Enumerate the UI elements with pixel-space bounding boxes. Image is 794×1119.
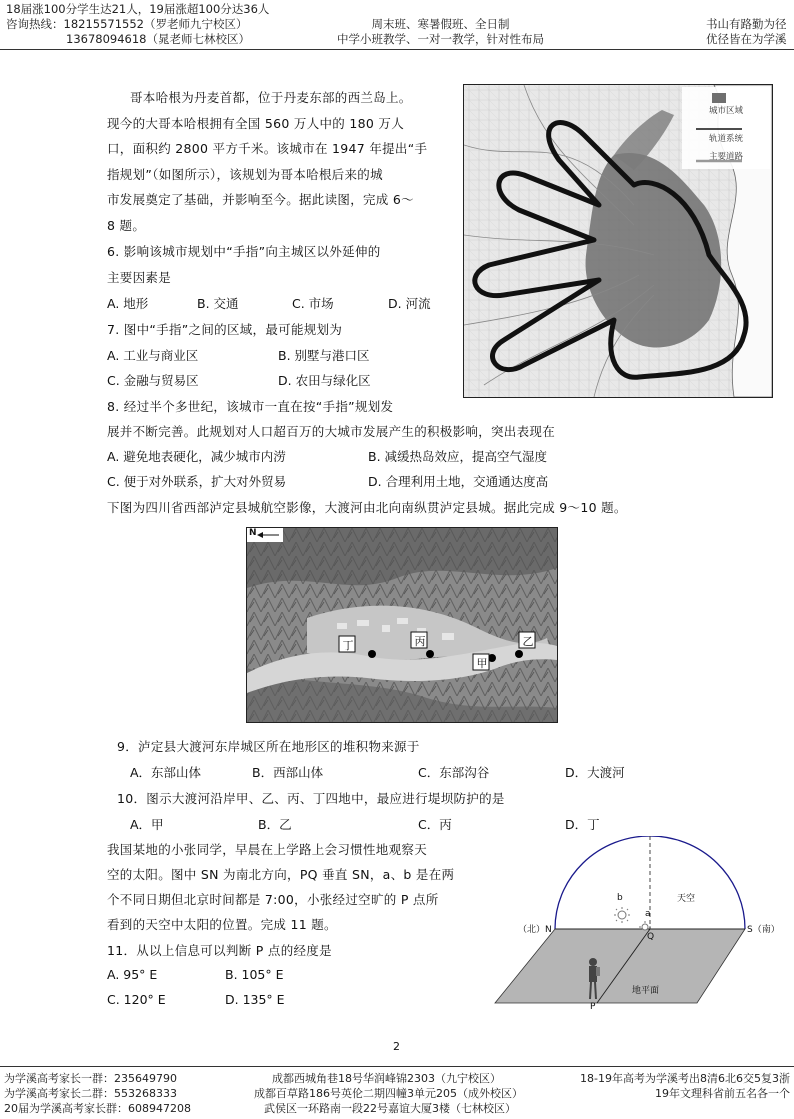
sky-label: 天空	[677, 894, 696, 904]
passage-line: 口，面积约 2800 平方千米。该城市在 1947 年提出“手	[107, 141, 428, 156]
footer-line: 成都百草路186号英伦二期四幢3单元205（成外校区）	[254, 1087, 523, 1100]
site-jia-label: 甲	[476, 657, 488, 670]
question-8-stem: 展并不断完善。此规划对人口超百万的大城市发展产生的积极影响，突出表现在	[107, 424, 556, 439]
q8-option-d: D. 合理利用土地，交通通达度高	[368, 474, 549, 489]
q9-option-a: A．东部山体	[130, 765, 202, 780]
legend-road-label: 主要道路	[708, 152, 743, 162]
passage-line: 现今的大哥本哈根拥有全国 560 万人中的 180 万人	[107, 116, 405, 131]
photo-drawing	[247, 528, 557, 722]
north-label: N	[249, 528, 257, 538]
q8-option-a: A. 避免地表硬化，减少城市内涝	[107, 449, 286, 464]
footer-line: 成都西城角巷18号华润峰锦2303（九宁校区）	[272, 1072, 501, 1085]
legend-city-label: 城市区域	[708, 106, 743, 116]
sun-b-label: b	[617, 893, 623, 903]
q10-option-b: B．乙	[258, 817, 292, 832]
question-11-stem: 11．从以上信息可以判断 P 点的经度是	[107, 943, 332, 958]
q11-option-a: A. 95° E	[107, 967, 158, 982]
passage-line: 看到的天空中太阳的位置。完成 11 题。	[107, 917, 337, 932]
footer-line: 为学溪高考家长一群：235649790	[4, 1072, 177, 1085]
point-q-label: Q	[647, 932, 655, 942]
header-line: 18届涨100分学生达21人，19届涨超100分达36人	[6, 2, 270, 16]
q7-option-d: D. 农田与绿化区	[278, 373, 371, 388]
header-line: 周末班、寒暑假班、全日制	[371, 17, 510, 31]
q7-option-a: A. 工业与商业区	[107, 348, 199, 363]
header-right	[706, 17, 787, 47]
header-line: 优径皆在为学溪	[706, 32, 787, 46]
question-9-stem: 9．泸定县大渡河东岸城区所在地形区的堆积物来源于	[117, 739, 420, 754]
header-line: 咨询热线：18215571552（罗老师九宁校区）	[6, 17, 248, 31]
site-ding-label: 丁	[342, 639, 354, 652]
passage-line: 个不同日期但北京时间都是 7:00，小张经过空旷的 P 点所	[107, 892, 439, 907]
q10-option-d: D．丁	[565, 817, 600, 832]
q9-option-c: C．东部沟谷	[418, 765, 490, 780]
q6-option-c: C. 市场	[292, 296, 334, 311]
q9-option-d: D．大渡河	[565, 765, 625, 780]
q9-option-b: B．西部山体	[252, 765, 324, 780]
footer-line: 20届为学溪高考家长群：608947208	[4, 1102, 191, 1115]
legend-rail-label: 轨道系统	[708, 134, 743, 144]
q8-option-c: C. 便于对外联系，扩大对外贸易	[107, 474, 287, 489]
header-center	[337, 17, 544, 47]
footer-line: 武侯区一环路南一段22号嘉谊大厦3楼（七林校区）	[264, 1102, 516, 1115]
q8-option-b: B. 减缓热岛效应，提高空气湿度	[368, 449, 548, 464]
sun-position-diagram	[492, 836, 792, 1016]
ground-label: 地平面	[632, 986, 660, 996]
q11-option-b: B. 105° E	[225, 967, 284, 982]
site-yi-label: 乙	[522, 635, 534, 648]
header-rule	[0, 49, 794, 50]
q10-option-c: C．丙	[418, 817, 452, 832]
q10-option-a: A．甲	[130, 817, 164, 832]
north-point-label: （北）N	[518, 925, 552, 935]
footer-center	[254, 1071, 523, 1116]
q6-option-d: D. 河流	[388, 296, 431, 311]
header-line: 书山有路勤为径	[706, 17, 787, 31]
q11-option-c: C. 120° E	[107, 992, 166, 1007]
question-6-stem: 6. 影响该城市规划中“手指”向主城区以外延伸的	[107, 244, 381, 259]
luding-aerial-photo	[246, 527, 558, 723]
passage-line: 下图为四川省西部泸定县城航空影像，大渡河由北向南纵贯泸定县城。据此完成 9～10 题。	[107, 500, 627, 515]
passage-line: 我国某地的小张同学，早晨在上学路上会习惯性地观察天	[107, 842, 428, 857]
footer-line: 为学溪高考家长二群：553268333	[4, 1087, 177, 1100]
q7-option-b: B. 别墅与港口区	[278, 348, 370, 363]
copenhagen-map	[463, 84, 773, 398]
q6-option-a: A. 地形	[107, 296, 149, 311]
passage-line: 空的太阳。图中 SN 为南北方向，PQ 垂直 SN，a、b 是在两	[107, 867, 455, 882]
site-bing-label: 丙	[414, 635, 426, 648]
footer-line: 18-19年高考为学溪考出8清6北6交5复3浙	[580, 1072, 790, 1085]
passage-line: 指规划”（如图所示），该规划为哥本哈根后来的城	[107, 167, 383, 182]
header-line: 中学小班教学、一对一教学，针对性布局	[337, 32, 544, 46]
q11-option-d: D. 135° E	[225, 992, 285, 1007]
header-left	[6, 2, 269, 47]
q7-option-c: C. 金融与贸易区	[107, 373, 199, 388]
question-8-stem: 8. 经过半个多世纪，该城市一直在按“手指”规划发	[107, 399, 394, 414]
footer-right	[562, 1071, 790, 1101]
south-point-label: S（南）	[747, 925, 780, 935]
footer-line: 19年文理科省前五名各一个	[655, 1087, 790, 1100]
sun-a-label: a	[645, 909, 651, 919]
question-7-stem: 7. 图中“手指”之间的区域，最可能规划为	[107, 322, 343, 337]
footer-rule	[0, 1066, 794, 1067]
question-6-stem: 主要因素是	[107, 270, 172, 285]
q6-option-b: B. 交通	[197, 296, 239, 311]
point-p-label: P	[590, 1002, 596, 1012]
passage-line: 市发展奠定了基础，并影响至今。据此读图，完成 6～	[107, 192, 414, 207]
question-10-stem: 10．图示大渡河沿岸甲、乙、丙、丁四地中，最应进行堤坝防护的是	[117, 791, 505, 806]
passage-line: 哥本哈根为丹麦首都，位于丹麦东部的西兰岛上。	[130, 90, 412, 105]
passage-line: 8 题。	[107, 218, 146, 233]
header-line: 13678094618（晁老师七林校区）	[66, 32, 250, 46]
page-number: 2	[393, 1040, 400, 1053]
footer-left	[4, 1071, 191, 1116]
